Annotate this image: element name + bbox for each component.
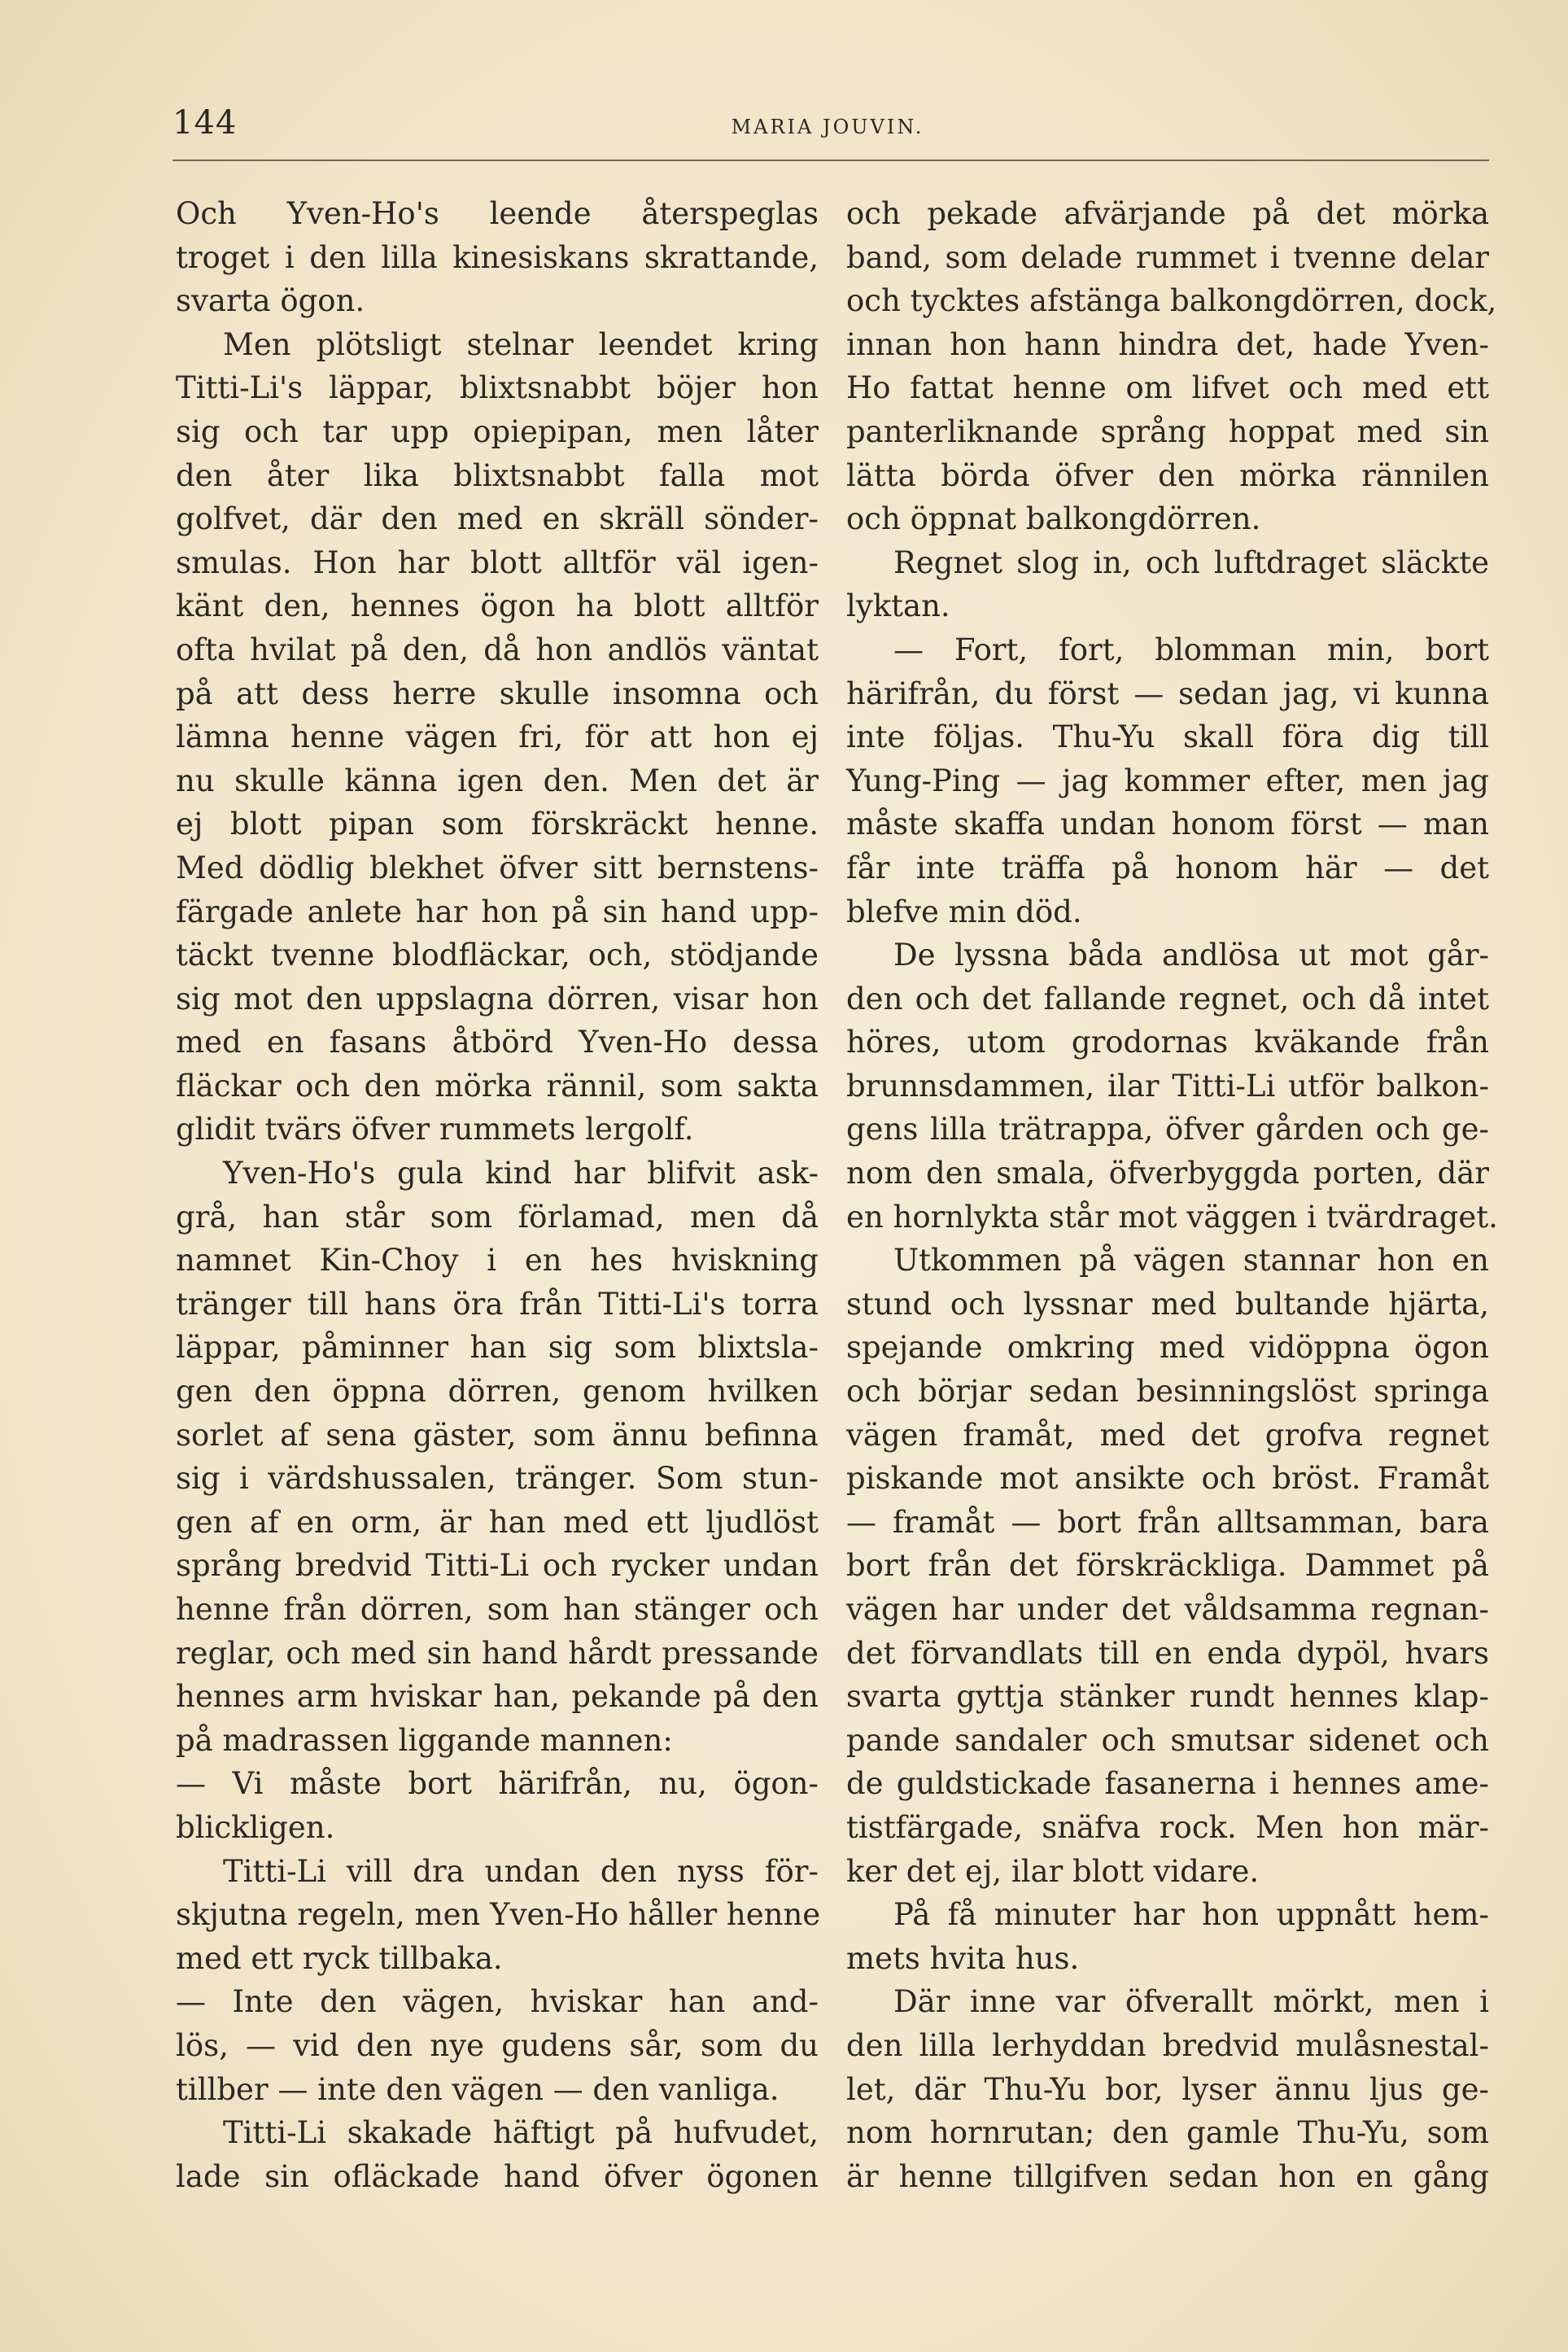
text-line: henne från dörren, som han stänger och bbox=[176, 1592, 819, 1627]
text-line: skjutna regeln, men Yven-Ho håller henne bbox=[176, 1897, 821, 1933]
text-line: fläckar och den mörka rännil, som sakta bbox=[176, 1068, 819, 1104]
text-line: med ett ryck tillbaka. bbox=[176, 1940, 503, 1976]
text-line: tistfärgade, snäfva rock. Men hon mär- bbox=[846, 1809, 1489, 1845]
text-line: lyktan. bbox=[846, 588, 950, 624]
text-line: sorlet af sena gäster, som ännu befinna bbox=[176, 1417, 819, 1453]
text-line: — Inte den vägen, hviskar han and- bbox=[176, 1984, 819, 2020]
text-line: nu skulle känna igen den. Men det är bbox=[176, 763, 819, 798]
text-line: inte följas. Thu-Yu skall föra dig till bbox=[846, 719, 1489, 755]
text-line: läppar, påminner han sig som blixtsla- bbox=[176, 1330, 819, 1366]
right-column bbox=[846, 192, 1498, 2198]
text-line: ofta hvilat på den, då hon andlös väntat bbox=[176, 632, 819, 667]
text-line: ker det ej, ilar blott vidare. bbox=[846, 1853, 1260, 1889]
text-line: smulas. Hon har blott alltför väl igen- bbox=[176, 544, 819, 580]
text-line: pande sandaler och smutsar sidenet och bbox=[846, 1722, 1489, 1758]
text-line: ej blott pipan som förskräckt henne. bbox=[176, 807, 819, 842]
text-line: hennes arm hviskar han, pekande på den bbox=[176, 1679, 819, 1715]
text-line: brunnsdammen, ilar Titti-Li utför balkon- bbox=[846, 1068, 1489, 1104]
text-line: gens lilla trätrappa, öfver gården och ge- bbox=[846, 1112, 1489, 1148]
text-line: språng bredvid Titti-Li och rycker undan bbox=[176, 1548, 819, 1584]
text-line: grå, han står som förlamad, men då bbox=[176, 1199, 819, 1235]
text-line: Titti-Li vill dra undan den nyss för- bbox=[223, 1853, 819, 1889]
text-line: gen den öppna dörren, genom hvilken bbox=[176, 1374, 819, 1410]
text-line: Ho fattat henne om lifvet och med ett bbox=[846, 370, 1489, 406]
text-line: Yung-Ping — jag kommer efter, men jag bbox=[846, 763, 1489, 798]
text-line: lös, — vid den nye gudens sår, som du bbox=[176, 2027, 819, 2063]
text-line: och börjar sedan besinningslöst springa bbox=[846, 1374, 1489, 1410]
text-line: den lilla lerhyddan bredvid mulåsnestal- bbox=[846, 2027, 1489, 2063]
text-line: tränger till hans öra från Titti-Li's torra bbox=[176, 1286, 819, 1322]
text-line: och pekade afvärjande på det mörka bbox=[846, 196, 1489, 231]
text-line: lade sin ofläckade hand öfver ögonen bbox=[176, 2158, 819, 2194]
text-line: Men plötsligt stelnar leendet kring bbox=[223, 326, 819, 362]
text-line: nom den smala, öfverbyggda porten, där bbox=[846, 1156, 1489, 1191]
text-line: det förvandlats till en enda dypöl, hvars bbox=[846, 1635, 1489, 1671]
text-line: piskande mot ansikte och bröst. Framåt bbox=[846, 1461, 1489, 1497]
running-title: MARIA JOUVIN. bbox=[731, 116, 924, 138]
text-line: en hornlykta står mot väggen i tvärdraget. bbox=[846, 1199, 1498, 1235]
text-line: den och det fallande regnet, och då intet bbox=[846, 981, 1489, 1016]
header-rule bbox=[173, 160, 1489, 161]
text-line: Yven-Ho's gula kind har blifvit ask- bbox=[223, 1156, 819, 1191]
text-line: på madrassen liggande mannen: bbox=[176, 1722, 673, 1758]
text-line: och tycktes afstänga balkongdörren, dock, bbox=[846, 283, 1497, 319]
text-line: gen af en orm, är han med ett ljudlöst bbox=[176, 1504, 819, 1540]
text-line: — Fort, fort, blomman min, bort bbox=[893, 632, 1489, 667]
text-line: svarta gyttja stänker rundt hennes klap- bbox=[846, 1679, 1489, 1715]
text-line: sig och tar upp opiepipan, men låter bbox=[176, 413, 819, 449]
text-line: nom hornrutan; den gamle Thu-Yu, som bbox=[846, 2115, 1489, 2151]
text-line: panterliknande språng hoppat med sin bbox=[846, 413, 1489, 449]
text-line: lämna henne vägen fri, för att hon ej bbox=[176, 719, 819, 755]
text-line: den åter lika blixtsnabbt falla mot bbox=[176, 457, 819, 493]
text-line: spejande omkring med vidöppna ögon bbox=[846, 1330, 1489, 1366]
text-line: — Vi måste bort härifrån, nu, ögon- bbox=[176, 1766, 819, 1802]
text-line: blickligen. bbox=[176, 1809, 335, 1845]
text-line: färgade anlete har hon på sin hand upp- bbox=[176, 894, 819, 929]
text-line: band, som delade rummet i tvenne delar bbox=[846, 239, 1489, 275]
text-line: mets hvita hus. bbox=[846, 1940, 1080, 1976]
text-line: vägen framåt, med det grofva regnet bbox=[846, 1417, 1489, 1453]
text-line: blefve min död. bbox=[846, 894, 1082, 929]
text-line: golfvet, där den med en skräll sönder- bbox=[176, 501, 819, 537]
text-line: och öppnat balkongdörren. bbox=[846, 501, 1261, 537]
text-line: Där inne var öfverallt mörkt, men i bbox=[893, 1984, 1489, 2020]
text-line: på att dess herre skulle insomna och bbox=[176, 675, 819, 711]
text-line: Och Yven-Ho's leende återspeglas bbox=[176, 196, 819, 231]
text-line: namnet Kin-Choy i en hes hviskning bbox=[176, 1243, 819, 1279]
text-line: Titti-Li's läppar, blixtsnabbt böjer hon bbox=[176, 370, 819, 406]
text-line: vägen har under det våldsamma regnan- bbox=[846, 1592, 1489, 1627]
text-line: glidit tvärs öfver rummets lergolf. bbox=[176, 1112, 694, 1148]
text-line: Regnet slog in, och luftdraget släckte bbox=[893, 544, 1489, 580]
page-number: 144 bbox=[173, 104, 238, 142]
text-line: får inte träffa på honom här — det bbox=[846, 850, 1489, 885]
left-column bbox=[176, 192, 819, 2198]
text-line: de guldstickade fasanerna i hennes ame- bbox=[846, 1766, 1489, 1802]
text-line: är henne tillgifven sedan hon en gång bbox=[846, 2158, 1489, 2194]
text-line: sig mot den uppslagna dörren, visar hon bbox=[176, 981, 819, 1016]
text-line: På få minuter har hon uppnått hem- bbox=[893, 1897, 1489, 1933]
text-line: troget i den lilla kinesiskans skrattande, bbox=[176, 239, 819, 275]
text-line: känt den, hennes ögon ha blott alltför bbox=[176, 588, 819, 624]
text-line: lätta börda öfver den mörka rännilen bbox=[846, 457, 1489, 493]
text-line: De lyssna båda andlösa ut mot går- bbox=[893, 938, 1489, 973]
text-line: täckt tvenne blodfläckar, och, stödjande bbox=[176, 938, 819, 973]
page-header bbox=[173, 104, 1483, 153]
text-line: måste skaffa undan honom först — man bbox=[846, 807, 1489, 842]
text-line: sig i värdshussalen, tränger. Som stun- bbox=[176, 1461, 819, 1497]
text-line: Titti-Li skakade häftigt på hufvudet, bbox=[223, 2115, 819, 2151]
text-line: tillber — inte den vägen — den vanliga. bbox=[176, 2071, 780, 2107]
text-line: höres, utom grodornas kväkande från bbox=[846, 1025, 1489, 1060]
text-line: härifrån, du först — sedan jag, vi kunna bbox=[846, 675, 1489, 711]
text-line: bort från det förskräckliga. Dammet på bbox=[846, 1548, 1489, 1584]
text-line: innan hon hann hindra det, hade Yven- bbox=[846, 326, 1489, 362]
text-line: Med dödlig blekhet öfver sitt bernstens- bbox=[176, 850, 819, 885]
text-line: Utkommen på vägen stannar hon en bbox=[893, 1243, 1489, 1279]
text-line: svarta ögon. bbox=[176, 283, 365, 319]
text-line: let, där Thu-Yu bor, lyser ännu ljus ge- bbox=[846, 2071, 1489, 2107]
text-line: reglar, och med sin hand hårdt pressande bbox=[176, 1635, 819, 1671]
text-line: med en fasans åtbörd Yven-Ho dessa bbox=[176, 1025, 819, 1060]
text-line: stund och lyssnar med bultande hjärta, bbox=[846, 1286, 1489, 1322]
text-line: — framåt — bort från alltsamman, bara bbox=[846, 1504, 1489, 1540]
